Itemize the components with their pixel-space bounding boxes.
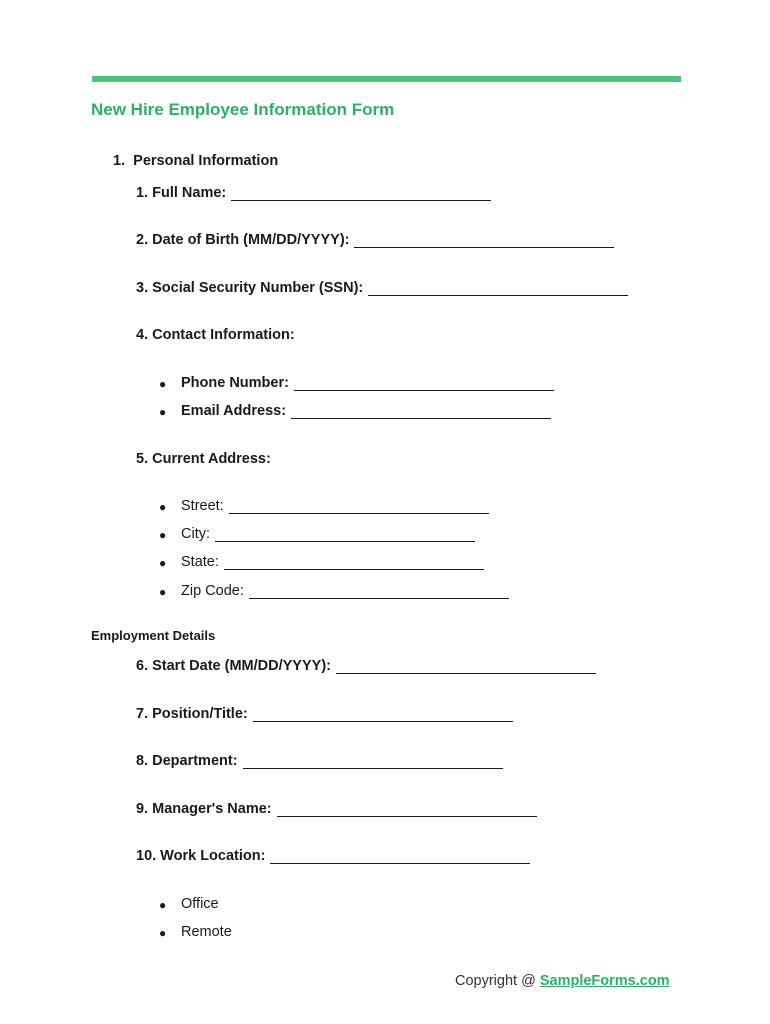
copyright-footer	[455, 973, 670, 989]
phone-input[interactable]	[294, 376, 554, 391]
ssn-input[interactable]	[368, 281, 628, 296]
state-label: State:	[181, 554, 219, 570]
dob-field	[136, 230, 614, 248]
dob-label: 2. Date of Birth (MM/DD/YYYY):	[136, 232, 350, 248]
option-label: Office	[181, 896, 219, 912]
street-label: Street:	[181, 498, 224, 514]
bullet-icon: ●	[159, 405, 167, 419]
department-label: 8. Department:	[136, 753, 238, 769]
full-name-input[interactable]	[231, 186, 491, 201]
start-date-field	[136, 656, 596, 674]
email-input[interactable]	[291, 404, 551, 419]
ssn-label: 3. Social Security Number (SSN):	[136, 280, 364, 296]
contact-heading	[136, 325, 295, 343]
ssn-field	[136, 278, 628, 296]
zip-label: Zip Code:	[181, 583, 244, 599]
employment-heading: Employment Details	[91, 628, 216, 643]
email-field	[159, 401, 551, 419]
position-label: 7. Position/Title:	[136, 706, 248, 722]
location-option-office[interactable]	[159, 894, 219, 912]
city-field	[159, 524, 475, 542]
department-field	[136, 751, 503, 769]
section-personal-heading	[113, 153, 278, 169]
header-rule	[92, 76, 681, 82]
dob-input[interactable]	[354, 233, 614, 248]
state-input[interactable]	[224, 555, 484, 570]
zip-field	[159, 581, 509, 599]
street-input[interactable]	[229, 499, 489, 514]
full-name-label: 1. Full Name:	[136, 185, 227, 201]
section-number: 1.	[113, 153, 126, 169]
manager-label: 9. Manager's Name:	[136, 801, 272, 817]
start-date-input[interactable]	[336, 659, 596, 674]
form-title: New Hire Employee Information Form	[91, 100, 395, 119]
contact-label: 4. Contact Information:	[136, 327, 295, 343]
location-label: 10. Work Location:	[136, 848, 266, 864]
section-label: Personal Information	[133, 153, 279, 169]
manager-field	[136, 799, 537, 817]
bullet-icon: ●	[159, 926, 167, 940]
bullet-icon: ●	[159, 898, 167, 912]
manager-input[interactable]	[277, 802, 537, 817]
full-name-field	[136, 183, 491, 201]
address-label: 5. Current Address:	[136, 451, 271, 467]
bullet-icon: ●	[159, 585, 167, 599]
department-input[interactable]	[243, 754, 503, 769]
phone-field	[159, 373, 554, 391]
bullet-icon: ●	[159, 377, 167, 391]
position-field	[136, 704, 513, 722]
street-field	[159, 496, 489, 514]
state-field	[159, 552, 484, 570]
option-label: Remote	[181, 924, 232, 940]
start-date-label: 6. Start Date (MM/DD/YYYY):	[136, 658, 331, 674]
copyright-text: Copyright @	[455, 973, 540, 989]
bullet-icon: ●	[159, 528, 167, 542]
city-label: City:	[181, 526, 210, 542]
bullet-icon: ●	[159, 500, 167, 514]
zip-input[interactable]	[249, 584, 509, 599]
address-heading	[136, 449, 271, 467]
bullet-icon: ●	[159, 556, 167, 570]
phone-label: Phone Number:	[181, 375, 289, 391]
location-field	[136, 846, 530, 864]
location-option-remote[interactable]	[159, 922, 232, 940]
brand-link[interactable]: SampleForms.com	[539, 973, 670, 989]
email-label: Email Address:	[181, 403, 287, 419]
city-input[interactable]	[215, 527, 475, 542]
location-input[interactable]	[270, 849, 530, 864]
position-input[interactable]	[253, 707, 513, 722]
